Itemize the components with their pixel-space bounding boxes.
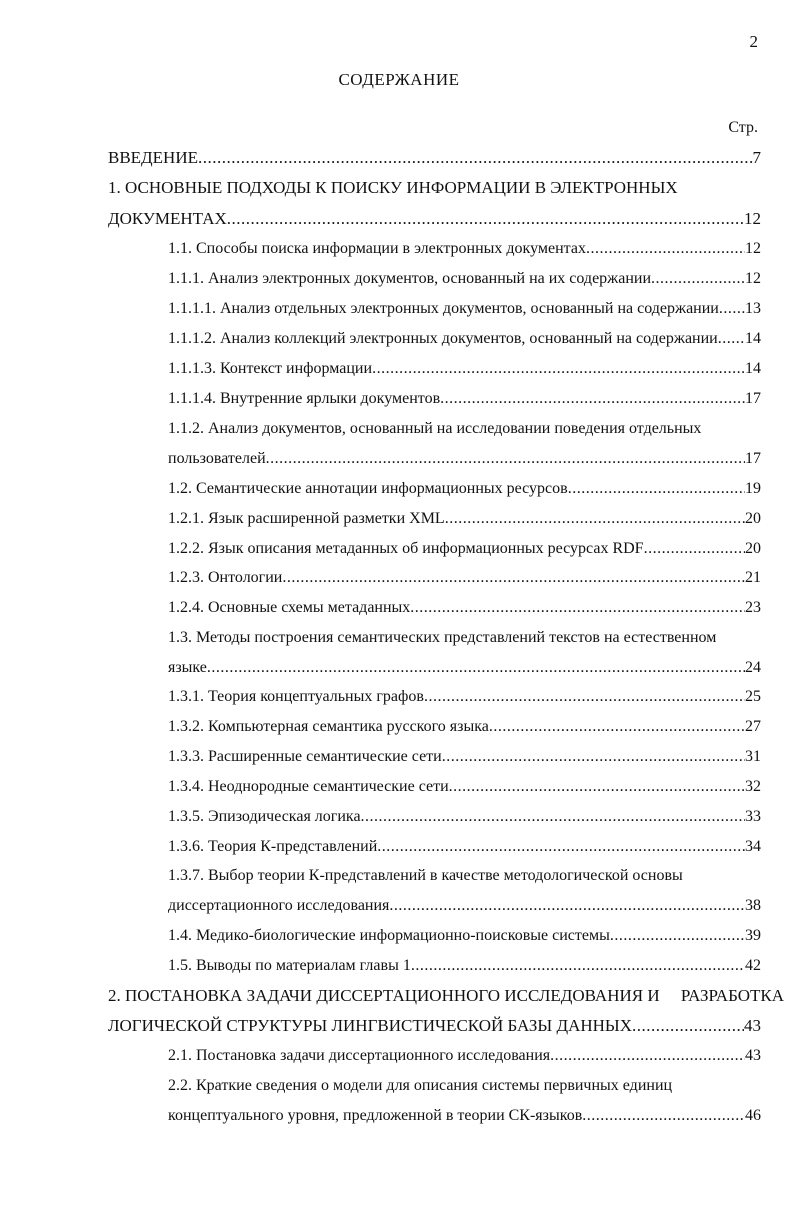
dot-leader	[718, 328, 745, 350]
toc-entry-page: 42	[745, 957, 761, 974]
dot-leader	[489, 716, 745, 738]
toc-entry-title: ДОКУМЕНТАХ	[108, 209, 227, 228]
toc-entry	[168, 597, 761, 619]
toc-entry-page: 25	[745, 688, 761, 705]
dot-leader	[410, 597, 745, 619]
toc-entry	[168, 1105, 761, 1127]
toc-entry-title: 1.2. Семантические аннотации информационных ресурсов	[168, 480, 568, 497]
toc-entry	[168, 448, 761, 470]
toc-entry	[168, 806, 761, 828]
toc-entry	[168, 657, 761, 679]
toc-entry-title: ВВЕДЕНИЕ	[108, 148, 198, 167]
toc-entry	[168, 746, 761, 768]
dot-leader	[582, 1105, 745, 1127]
toc-entry-title: 2.1. Постановка задачи диссертационного исследования	[168, 1047, 551, 1064]
toc-entry-title: 1.3.6. Теория К-представлений	[168, 838, 378, 855]
toc-entry-line1: 1. ОСНОВНЫЕ ПОДХОДЫ К ПОИСКУ ИНФОРМАЦИИ В ЭЛЕКТРОННЫХ	[108, 178, 678, 197]
dot-leader	[207, 657, 745, 679]
dot-leader	[424, 686, 745, 708]
dot-leader	[586, 238, 745, 260]
dot-leader	[442, 746, 745, 768]
dot-leader	[227, 208, 744, 230]
toc-entry-page: 46	[745, 1107, 761, 1124]
toc-entry-page: 20	[745, 510, 761, 527]
page-number: 2	[749, 32, 758, 51]
dot-leader	[644, 538, 745, 560]
toc-entry-title: 1.2.4. Основные схемы метаданных	[168, 599, 411, 616]
toc-entry-title: 1.2.3. Онтологии	[168, 569, 283, 586]
toc-entry	[168, 925, 761, 947]
toc-entry-line1: 1.3. Методы построения семантических представлений текстов на естественном	[168, 629, 717, 646]
toc-entry-page: 12	[745, 270, 761, 287]
dot-leader	[282, 567, 745, 589]
toc-entry-title: 1.1.1. Анализ электронных документов, основанный на их содержании	[168, 270, 652, 287]
toc-entry-page: 7	[752, 148, 761, 167]
toc-entry	[168, 538, 761, 560]
toc-entry	[168, 895, 761, 917]
toc-entry	[168, 478, 761, 500]
toc-entry-line1: 2.2. Краткие сведения о модели для описания системы первичных единиц	[168, 1077, 673, 1094]
toc-entry	[168, 328, 761, 350]
toc-entry-page: 39	[745, 927, 761, 944]
toc-entry-title: 1.1.1.4. Внутренние ярлыки документов	[168, 390, 441, 407]
toc-entry-title: 1.4. Медико-биологические информационно-поисковые системы	[168, 927, 610, 944]
dot-leader	[389, 895, 745, 917]
toc-entry-title: 1.1. Способы поиска информации в электронных документах	[168, 240, 586, 257]
dot-leader	[372, 358, 745, 380]
toc-entry-title: 1.5. Выводы по материалам главы 1	[168, 957, 411, 974]
toc-entry	[168, 508, 761, 530]
toc-entry-page: 43	[744, 1016, 761, 1035]
toc-entry-page: 14	[745, 330, 761, 347]
toc-entry-page: 31	[745, 748, 761, 765]
toc-entry-page: 43	[745, 1047, 761, 1064]
toc-entry-title: пользователей	[168, 450, 266, 467]
toc-entry	[108, 147, 761, 169]
toc-entry-page: 12	[744, 209, 761, 228]
dot-leader	[568, 478, 745, 500]
dot-leader	[449, 776, 745, 798]
toc-entry-page: 17	[745, 390, 761, 407]
dot-leader	[361, 806, 745, 828]
dot-leader	[198, 147, 753, 169]
dot-leader	[632, 1015, 744, 1037]
dot-leader	[440, 388, 745, 410]
toc-entry-page: 12	[745, 240, 761, 257]
toc-entry-title: 1.3.5. Эпизодическая логика	[168, 808, 361, 825]
toc-entry-title: диссертационного исследования	[168, 897, 390, 914]
toc-entry-page: 17	[745, 450, 761, 467]
page-column-label: Стр.	[728, 119, 758, 136]
toc-entry-line1: 2. ПОСТАНОВКА ЗАДАЧИ ДИССЕРТАЦИОННОГО ИССЛЕДОВАНИЯ И РАЗРАБОТКА	[108, 986, 784, 1005]
toc-entry-title: 1.1.1.2. Анализ коллекций электронных документов, основанный на содержании	[168, 330, 718, 347]
toc-entry	[168, 298, 761, 320]
toc-entry-title: 1.3.3. Расширенные семантические сети	[168, 748, 442, 765]
toc-entry-title: 1.2.2. Язык описания метаданных об информационных ресурсах RDF	[168, 540, 644, 557]
page-title: СОДЕРЖАНИЕ	[338, 70, 460, 89]
toc-entry	[168, 1045, 761, 1067]
toc-entry-page: 23	[745, 599, 761, 616]
dot-leader	[445, 508, 745, 530]
toc-entry-page: 38	[745, 897, 761, 914]
toc-entry-line1: 1.1.2. Анализ документов, основанный на исследовании поведения отдельных	[168, 420, 702, 437]
toc-entry-title: ЛОГИЧЕСКОЙ СТРУКТУРЫ ЛИНГВИСТИЧЕСКОЙ БАЗЫ ДАННЫХ	[108, 1016, 633, 1035]
toc-entry	[168, 388, 761, 410]
toc-entry-page: 14	[745, 360, 761, 377]
toc-entry	[108, 1015, 761, 1037]
toc-entry-title: 1.1.1.3. Контекст информации	[168, 360, 373, 377]
toc-entry-title: 1.3.2. Компьютерная семантика русского языка	[168, 718, 489, 735]
toc-entry	[168, 358, 761, 380]
toc-entry-page: 19	[745, 480, 761, 497]
toc-entry-page: 33	[745, 808, 761, 825]
toc-entry-title: 1.1.1.1. Анализ отдельных электронных документов, основанный на содержании	[168, 300, 719, 317]
toc-entry-title: концептуального уровня, предложенной в теории СК-языков	[168, 1107, 583, 1124]
toc-entry-page: 34	[745, 838, 761, 855]
toc-entry-title: 1.3.1. Теория концептуальных графов	[168, 688, 424, 705]
toc-entry-line1: 1.3.7. Выбор теории К-представлений в качестве методологической основы	[168, 867, 683, 884]
toc-entry-title: 1.3.4. Неоднородные семантические сети	[168, 778, 449, 795]
dot-leader	[610, 925, 745, 947]
toc-entry-title: языке	[168, 659, 207, 676]
toc-entry-page: 27	[745, 718, 761, 735]
toc-entry-title: 1.2.1. Язык расширенной разметки XML	[168, 510, 445, 527]
toc-entry	[168, 716, 761, 738]
toc-entry	[168, 567, 761, 589]
toc-entry-page: 32	[745, 778, 761, 795]
toc-entry	[168, 836, 761, 858]
toc-entry-page: 24	[745, 659, 761, 676]
dot-leader	[266, 448, 745, 470]
toc-entry-page: 13	[745, 300, 761, 317]
toc-entry	[168, 238, 761, 260]
dot-leader	[719, 298, 745, 320]
toc-entry-page: 20	[745, 540, 761, 557]
toc-entry	[168, 686, 761, 708]
dot-leader	[651, 268, 745, 290]
toc-entry	[168, 268, 761, 290]
toc-entry	[168, 776, 761, 798]
dot-leader	[411, 955, 745, 977]
toc-entry	[108, 208, 761, 230]
dot-leader	[550, 1045, 745, 1067]
toc-entry	[168, 955, 761, 977]
toc-entry-page: 21	[745, 569, 761, 586]
dot-leader	[377, 836, 745, 858]
